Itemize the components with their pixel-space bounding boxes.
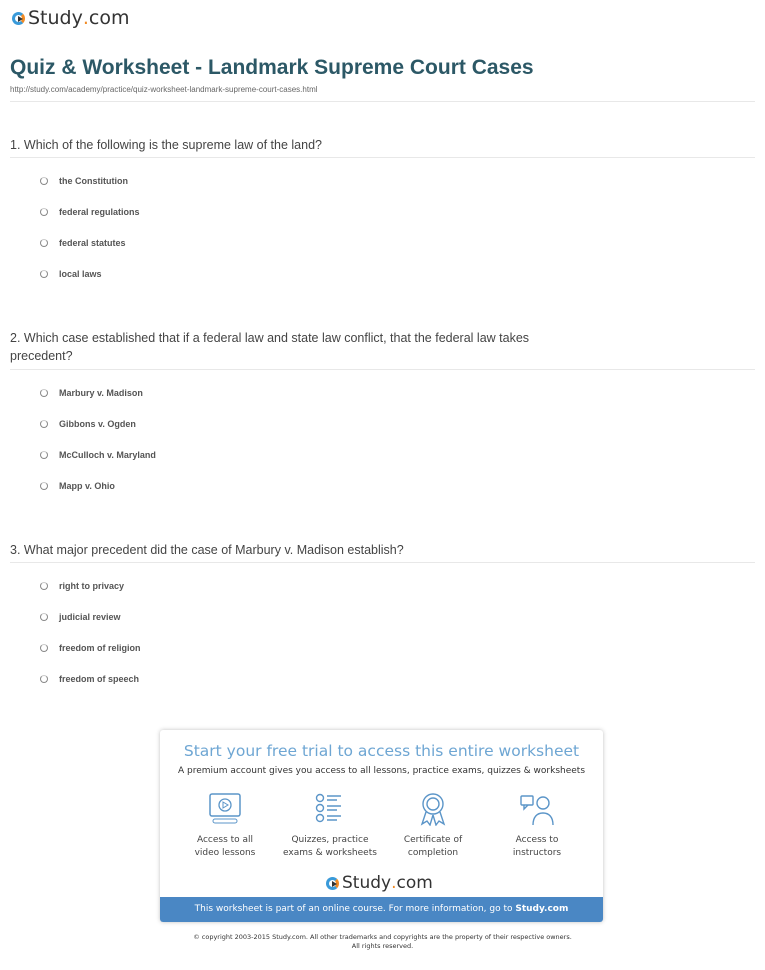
page-title: Quiz & Worksheet - Landmark Supreme Court Cases [10,56,534,79]
question-text: 1. Which of the following is the supreme law of the land? [10,138,322,152]
option-label: federal regulations [59,207,140,217]
option-label: freedom of speech [59,674,140,684]
answer-option[interactable] [40,176,128,186]
course-info-bar [160,897,603,922]
page-url: http://study.com/academy/practice/quiz-worksheet-landmark-supreme-court-cases.html [10,85,318,94]
answer-option[interactable] [40,674,139,684]
logo-dot: . [82,7,89,29]
divider [10,562,755,563]
answer-option[interactable] [40,643,141,653]
feature-certificate [383,792,483,860]
option-label: Marbury v. Madison [59,388,143,398]
option-label: local laws [59,269,102,279]
logo-tld: com [88,7,130,29]
feature-label: completion [407,848,459,858]
radio-button[interactable] [40,239,48,247]
option-label: McCulloch v. Maryland [59,450,156,460]
answer-option[interactable] [40,207,140,217]
logo-tld: com [396,873,433,893]
video-lesson-icon [207,792,243,826]
radio-button[interactable] [40,582,48,590]
answer-option[interactable] [40,238,126,248]
question-text: 3. What major precedent did the case of Marbury v. Madison establish? [10,543,404,557]
logo-text: Study [342,873,392,893]
study-link[interactable]: Study.com [515,904,569,914]
radio-button[interactable] [40,420,48,428]
copyright-line: © copyright 2003-2015 Study.com. All other trademarks and copyrights are the property of their respective owners. [193,933,572,941]
feature-label: Access to all [196,835,254,845]
play-logo-icon [12,12,25,25]
radio-button[interactable] [40,675,48,683]
feature-label: Access to [515,835,559,845]
rights-line: All rights reserved. [351,942,414,950]
radio-button[interactable] [40,208,48,216]
divider [10,369,755,370]
divider [10,157,755,158]
radio-button[interactable] [40,644,48,652]
feature-quizzes [280,792,380,860]
answer-option[interactable] [40,612,121,622]
option-label: judicial review [59,612,121,622]
study-logo[interactable] [12,7,130,29]
option-label: right to privacy [59,581,125,591]
divider [10,101,755,102]
logo-dot: . [391,873,397,893]
copyright [0,933,765,951]
option-label: Mapp v. Ohio [59,481,115,491]
play-logo-icon [326,877,339,890]
answer-option[interactable] [40,388,143,398]
promo-study-logo[interactable] [326,873,433,893]
answer-option[interactable] [40,419,136,429]
radio-button[interactable] [40,270,48,278]
feature-label: exams & worksheets [283,848,377,858]
option-label: the Constitution [59,176,128,186]
instructor-icon [519,792,555,826]
feature-label: instructors [512,848,562,858]
radio-button[interactable] [40,177,48,185]
promo-title: Start your free trial to access this entire worksheet [183,742,580,760]
radio-button[interactable] [40,451,48,459]
promo-subtitle: A premium account gives you access to all lessons, practice exams, quizzes & worksheets [177,766,586,776]
feature-label: Quizzes, practice [291,835,369,845]
feature-label: video lessons [194,848,256,858]
feature-video [175,792,275,860]
option-label: federal statutes [59,238,126,248]
free-trial-promo [160,730,603,922]
quiz-list-icon [312,792,348,826]
option-label: Gibbons v. Ogden [59,419,136,429]
answer-option[interactable] [40,269,102,279]
answer-option[interactable] [40,481,115,491]
bar-text: This worksheet is part of an online course. For more information, go to [194,904,516,914]
feature-label: Certificate of [403,835,463,845]
answer-option[interactable] [40,450,156,460]
option-label: freedom of religion [59,643,141,653]
answer-option[interactable] [40,581,124,591]
logo-text: Study [28,7,83,29]
radio-button[interactable] [40,482,48,490]
certificate-icon [415,792,451,826]
radio-button[interactable] [40,389,48,397]
radio-button[interactable] [40,613,48,621]
feature-instructors [487,792,587,860]
question-text: 2. Which case established that if a federal law and state law conflict, that the federal law takes precedent? [10,331,530,363]
